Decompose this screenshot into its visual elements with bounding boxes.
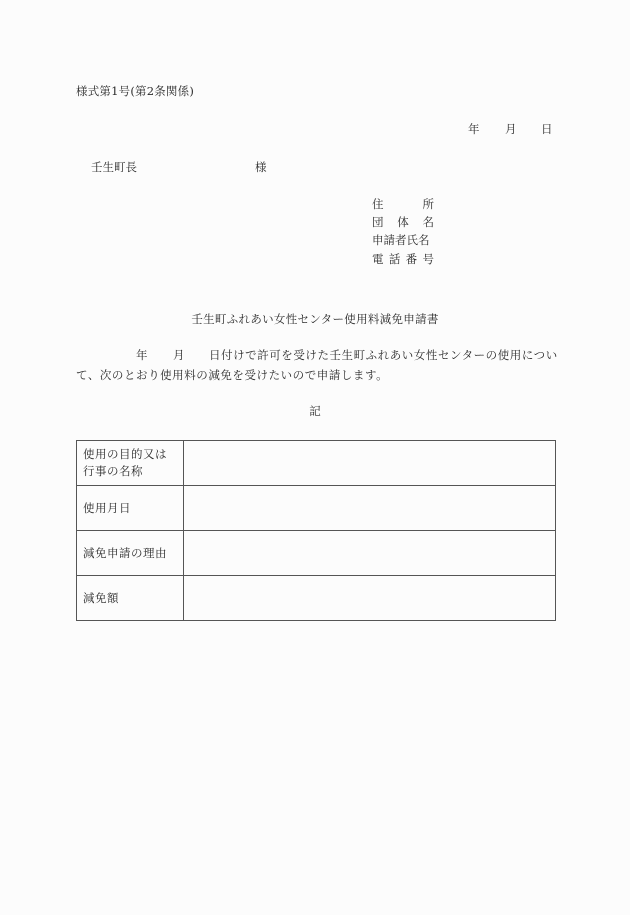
reduction-amount-value-field[interactable] (184, 576, 556, 621)
body-line1-text: 日付けで許可を受けた壬生町ふれあい女性センターの使用につい (209, 348, 558, 362)
body-text-line-1 (76, 350, 556, 364)
address-label-char: 所 (422, 197, 434, 211)
applicant-name-label: 申請者氏名 (372, 233, 430, 247)
table-row-amount (77, 576, 556, 621)
group-label-char: 体 (397, 215, 409, 229)
phone-label-char: 号 (422, 252, 434, 266)
phone-label-char: 話 (388, 252, 401, 266)
purpose-label-line1: 使用の目的又は (83, 447, 167, 461)
purpose-label (77, 441, 184, 486)
reason-value-field[interactable] (184, 531, 556, 576)
phone-label-char: 番 (405, 252, 418, 266)
address-label (372, 199, 434, 211)
usage-date-value-field[interactable] (184, 486, 556, 531)
phone-label-char: 電 (372, 252, 384, 266)
reduction-amount-label: 減免額 (77, 576, 184, 621)
application-table (76, 440, 556, 621)
purpose-label-line2: 行事の名称 (83, 464, 143, 478)
table-row-reason (77, 531, 556, 576)
body-month-label: 月 (173, 348, 185, 362)
date-day-label: 日 (541, 122, 553, 136)
form-number: 様式第1号(第2条関係) (76, 84, 195, 98)
addressee-name: 壬生町長 (91, 160, 137, 174)
usage-date-label: 使用月日 (77, 486, 184, 531)
group-name-label (372, 217, 434, 229)
purpose-value-field[interactable] (184, 441, 556, 486)
ki-heading: 記 (309, 404, 321, 418)
date-month-label: 月 (505, 122, 517, 136)
document-title: 壬生町ふれあい女性センター使用料減免申請書 (191, 312, 439, 326)
group-label-char: 団 (372, 215, 384, 229)
phone-number-label (372, 254, 434, 266)
table-row-purpose (77, 441, 556, 486)
address-label-char: 住 (372, 197, 384, 211)
reason-label: 減免申請の理由 (77, 531, 184, 576)
group-label-char: 名 (422, 215, 434, 229)
body-year-label: 年 (136, 348, 148, 362)
body-text-line-2: て、次のとおり使用料の減免を受けたいので申請します。 (76, 368, 389, 382)
table-row-usage-date (77, 486, 556, 531)
addressee-honorific: 様 (255, 160, 267, 174)
date-year-label: 年 (468, 122, 480, 136)
